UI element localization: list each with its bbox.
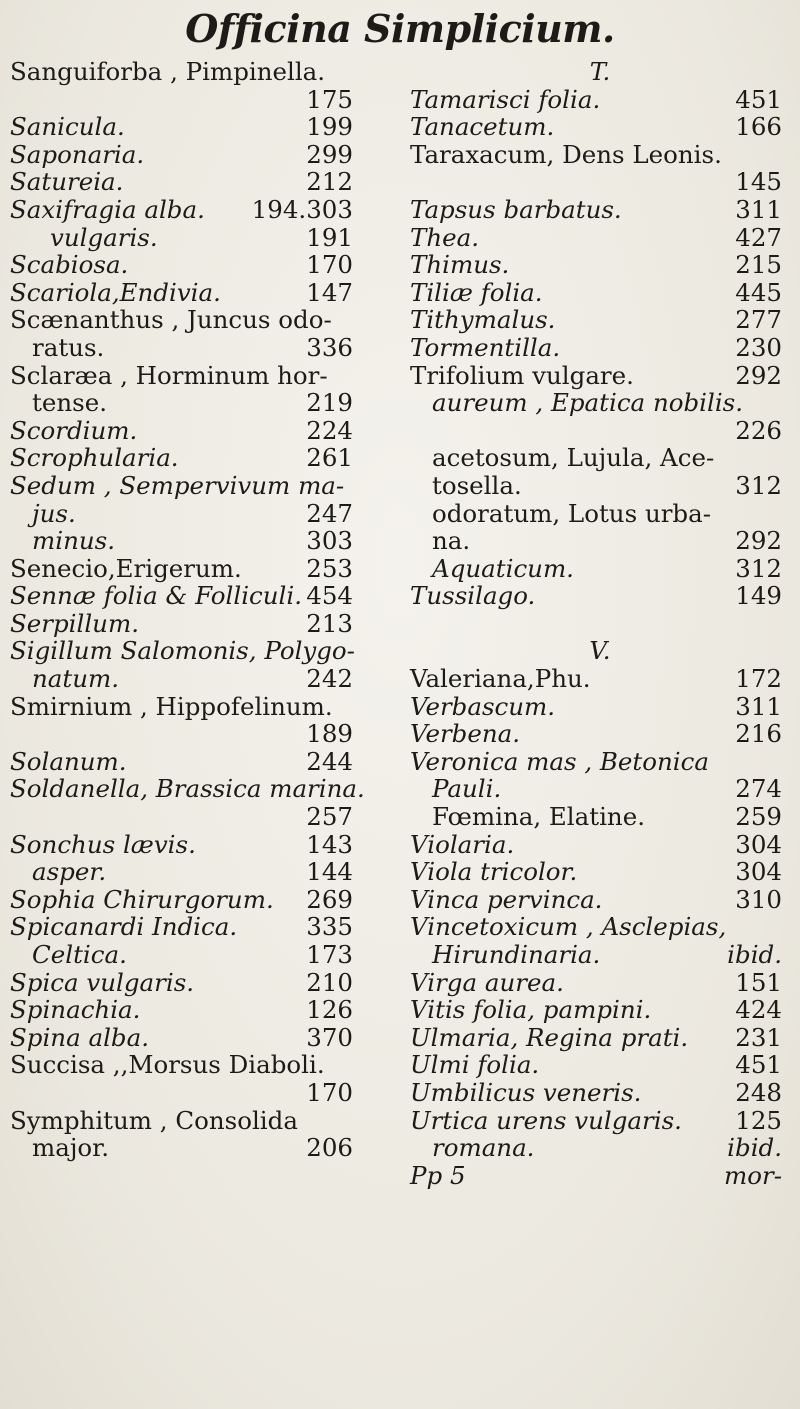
right-entry bbox=[410, 527, 790, 555]
left-entry bbox=[10, 637, 385, 665]
entry-name: Ulmi folia. bbox=[410, 1050, 540, 1080]
left-entry bbox=[10, 610, 385, 638]
entry-name: Tussilago. bbox=[410, 581, 536, 611]
left-entry bbox=[10, 472, 385, 500]
entry-name: Umbilicus veneris. bbox=[410, 1077, 642, 1107]
left-entry bbox=[10, 444, 385, 472]
page-number: 170 bbox=[306, 250, 353, 280]
left-entry bbox=[10, 334, 385, 362]
left-entry bbox=[10, 665, 385, 693]
entry-name: Saponaria. bbox=[10, 139, 145, 169]
page-number: 231 bbox=[735, 1022, 782, 1052]
entry-name: Urtica urens vulgaris. bbox=[410, 1105, 682, 1135]
page-number: 213 bbox=[306, 608, 353, 638]
entry-name: Sophia Chirurgorum. bbox=[10, 884, 274, 914]
page-number: 215 bbox=[735, 250, 782, 280]
right-entry bbox=[410, 58, 790, 86]
page-number: 226 bbox=[735, 415, 782, 445]
right-entry bbox=[410, 913, 790, 941]
page-number: 170 bbox=[306, 1077, 353, 1107]
right-entry bbox=[410, 306, 790, 334]
entry-name: V. bbox=[589, 636, 611, 666]
left-entry bbox=[10, 1079, 385, 1107]
right-entry bbox=[410, 86, 790, 114]
page-number: 269 bbox=[306, 884, 353, 914]
page-number: 194.303 bbox=[251, 194, 353, 224]
page-number: 247 bbox=[306, 498, 353, 528]
entry-name: ratus. bbox=[32, 332, 105, 362]
entry-name: Scariola,Endivia. bbox=[10, 277, 221, 307]
left-entry bbox=[10, 362, 385, 390]
left-entry bbox=[10, 582, 385, 610]
page-number: 212 bbox=[306, 167, 353, 197]
left-entry bbox=[10, 693, 385, 721]
page-number: 257 bbox=[306, 802, 353, 832]
entry-name: Violaria. bbox=[410, 829, 515, 859]
entry-name: Sanicula. bbox=[10, 112, 125, 142]
page-number: 370 bbox=[306, 1022, 353, 1052]
right-entry bbox=[410, 775, 790, 803]
right-entry bbox=[410, 279, 790, 307]
page-number: 299 bbox=[306, 139, 353, 169]
page-number: 259 bbox=[735, 802, 782, 832]
page-number: 310 bbox=[735, 884, 782, 914]
left-entry bbox=[10, 996, 385, 1024]
entry-name: Scordium. bbox=[10, 415, 138, 445]
page-number: 312 bbox=[735, 470, 782, 500]
page-number: 151 bbox=[735, 967, 782, 997]
page-number: 424 bbox=[735, 995, 782, 1025]
right-entry bbox=[410, 803, 790, 831]
entry-name: Fœmina, Elatine. bbox=[432, 802, 645, 832]
entry-name: na. bbox=[432, 526, 471, 556]
entry-name: odoratum, Lotus urba- bbox=[432, 498, 711, 528]
page-number: 143 bbox=[306, 829, 353, 859]
entry-name: major. bbox=[32, 1133, 109, 1163]
entry-name: Thea. bbox=[410, 222, 480, 252]
entry-name: Vinca pervinca. bbox=[410, 884, 603, 914]
page-number: 230 bbox=[735, 332, 782, 362]
entry-name: romana. bbox=[432, 1133, 535, 1163]
page-number: 125 bbox=[735, 1105, 782, 1135]
entry-name: tense. bbox=[32, 388, 107, 418]
right-entry bbox=[410, 224, 790, 252]
right-entry bbox=[410, 472, 790, 500]
entry-name: Saxifragia alba. bbox=[10, 194, 205, 224]
left-entry bbox=[10, 113, 385, 141]
entry-name: minus. bbox=[32, 526, 115, 556]
right-entry bbox=[410, 1051, 790, 1079]
left-entry bbox=[10, 1134, 385, 1162]
entry-name: Sedum , Sempervivum ma- bbox=[10, 470, 345, 500]
page-number: 312 bbox=[735, 553, 782, 583]
page-number: 454 bbox=[306, 581, 353, 611]
left-entry bbox=[10, 224, 385, 252]
page-number: ibid. bbox=[727, 940, 782, 969]
entry-name: tosella. bbox=[432, 470, 522, 500]
entry-name: Smirnium , Hippofelinum. bbox=[10, 691, 333, 721]
left-entry bbox=[10, 803, 385, 831]
page-number: 277 bbox=[735, 305, 782, 335]
left-entry bbox=[10, 969, 385, 997]
page-number: 219 bbox=[306, 388, 353, 418]
entry-name: Aquaticum. bbox=[432, 553, 574, 583]
left-entry bbox=[10, 858, 385, 886]
left-entry bbox=[10, 86, 385, 114]
page-number: 336 bbox=[306, 332, 353, 362]
entry-name: Sclaræa , Horminum hor- bbox=[10, 360, 328, 390]
entry-name: Tapsus barbatus. bbox=[410, 194, 622, 224]
entry-name: Tanacetum. bbox=[410, 112, 555, 142]
entry-name: Pauli. bbox=[432, 774, 502, 804]
right-entry bbox=[410, 582, 790, 610]
page-number: 248 bbox=[735, 1077, 782, 1107]
left-entry bbox=[10, 1024, 385, 1052]
right-entry bbox=[410, 1024, 790, 1052]
right-entry bbox=[410, 1107, 790, 1135]
left-entry bbox=[10, 251, 385, 279]
page-number: 304 bbox=[735, 829, 782, 859]
right-entry bbox=[410, 555, 790, 583]
entry-name: Thimus. bbox=[410, 250, 510, 280]
left-entry bbox=[10, 389, 385, 417]
right-entry bbox=[410, 196, 790, 224]
entry-name: asper. bbox=[32, 857, 107, 887]
right-entry bbox=[410, 941, 790, 969]
right-entry bbox=[410, 1079, 790, 1107]
page-number: 206 bbox=[306, 1133, 353, 1163]
left-entry bbox=[10, 831, 385, 859]
entry-name: acetosum, Lujula, Ace- bbox=[432, 443, 715, 473]
left-entry bbox=[10, 141, 385, 169]
entry-name: Vincetoxicum , Asclepias, bbox=[410, 912, 727, 942]
page-number: 144 bbox=[306, 857, 353, 887]
right-entry bbox=[410, 500, 790, 528]
page-number: 242 bbox=[306, 664, 353, 694]
page-number: 175 bbox=[306, 84, 353, 114]
entry-name: Spinachia. bbox=[10, 995, 141, 1025]
left-entry bbox=[10, 941, 385, 969]
right-entry bbox=[410, 996, 790, 1024]
left-entry bbox=[10, 527, 385, 555]
page-number: 304 bbox=[735, 857, 782, 887]
left-entry bbox=[10, 58, 385, 86]
left-entry bbox=[10, 168, 385, 196]
entry-name: Verbascum. bbox=[410, 691, 556, 721]
right-entry bbox=[410, 886, 790, 914]
footer-row bbox=[410, 1162, 790, 1190]
right-entry bbox=[410, 1134, 790, 1162]
page-number: 147 bbox=[306, 277, 353, 307]
page-number: 216 bbox=[735, 719, 782, 749]
left-entry bbox=[10, 775, 385, 803]
entry-name: Valeriana,Phu. bbox=[410, 664, 591, 694]
right-entry bbox=[410, 113, 790, 141]
entry-name: Senecio,Erigerum. bbox=[10, 553, 242, 583]
page-number: 292 bbox=[735, 360, 782, 390]
left-entry bbox=[10, 417, 385, 445]
page-number: 166 bbox=[735, 112, 782, 142]
entry-name: Scænanthus , Juncus odo- bbox=[10, 305, 332, 335]
page-number: 427 bbox=[735, 222, 782, 252]
entry-name: Symphitum , Consolida bbox=[10, 1105, 298, 1135]
entry-name: Serpillum. bbox=[10, 608, 139, 638]
left-entry bbox=[10, 306, 385, 334]
right-entry bbox=[410, 389, 790, 417]
left-entry bbox=[10, 886, 385, 914]
index-column-right bbox=[410, 58, 790, 1189]
page-number: 191 bbox=[306, 222, 353, 252]
entry-name: jus. bbox=[32, 498, 76, 528]
right-entry bbox=[410, 720, 790, 748]
entry-name: Veronica mas , Betonica bbox=[410, 746, 709, 776]
right-entry bbox=[410, 168, 790, 196]
right-entry bbox=[410, 748, 790, 776]
left-entry bbox=[10, 1051, 385, 1079]
page-number: 244 bbox=[306, 746, 353, 776]
entry-name: natum. bbox=[32, 664, 120, 694]
entry-name: Ulmaria, Regina prati. bbox=[410, 1022, 689, 1052]
right-entry bbox=[410, 610, 790, 638]
page-header: Officina Simplicium. bbox=[185, 6, 615, 51]
entry-name: Succisa ,,Morsus Diaboli. bbox=[10, 1050, 325, 1080]
left-entry bbox=[10, 1107, 385, 1135]
page-number: 335 bbox=[306, 912, 353, 942]
right-entry bbox=[410, 831, 790, 859]
page-number: 149 bbox=[735, 581, 782, 611]
entry-name: Sanguiforba , Pimpinella. bbox=[10, 57, 326, 86]
page-number: 274 bbox=[735, 774, 782, 804]
entry-name: Tormentilla. bbox=[410, 332, 561, 362]
left-entry bbox=[10, 279, 385, 307]
index-column-left bbox=[10, 58, 385, 1162]
entry-name: Virga aurea. bbox=[410, 967, 564, 997]
right-entry bbox=[410, 251, 790, 279]
right-entry bbox=[410, 334, 790, 362]
page-number: 451 bbox=[735, 84, 782, 114]
page-number: 145 bbox=[735, 167, 782, 197]
entry-name: Sigillum Salomonis, Polygo- bbox=[10, 636, 355, 666]
entry-name: Verbena. bbox=[410, 719, 521, 749]
entry-name: Vitis folia, pampini. bbox=[410, 995, 652, 1025]
entry-name: Trifolium vulgare. bbox=[410, 360, 634, 390]
right-entry bbox=[410, 444, 790, 472]
right-entry bbox=[410, 141, 790, 169]
page-number: ibid. bbox=[727, 1133, 782, 1163]
page-number: 311 bbox=[735, 691, 782, 721]
entry-name: Satureia. bbox=[10, 167, 124, 197]
page-number: 253 bbox=[306, 553, 353, 583]
right-entry bbox=[410, 417, 790, 445]
entry-name: Celtica. bbox=[32, 940, 127, 969]
page-number: 172 bbox=[735, 664, 782, 694]
entry-name: T. bbox=[589, 57, 611, 86]
entry-name: aureum , Epatica nobilis. bbox=[432, 388, 744, 418]
entry-name: vulgaris. bbox=[50, 222, 158, 252]
entry-name: Spicanardi Indica. bbox=[10, 912, 238, 942]
left-entry bbox=[10, 500, 385, 528]
entry-name: Tithymalus. bbox=[410, 305, 556, 335]
right-entry bbox=[410, 362, 790, 390]
page-number: 173 bbox=[306, 940, 353, 969]
page-number: 199 bbox=[306, 112, 353, 142]
entry-name: Scrophularia. bbox=[10, 443, 179, 473]
page-number: 261 bbox=[306, 443, 353, 473]
left-entry bbox=[10, 913, 385, 941]
page-number: 451 bbox=[735, 1050, 782, 1080]
right-entry bbox=[410, 969, 790, 997]
entry-name: Spica vulgaris. bbox=[10, 967, 195, 997]
entry-name: Tamarisci folia. bbox=[410, 84, 601, 114]
page-number: 224 bbox=[306, 415, 353, 445]
right-entry bbox=[410, 693, 790, 721]
entry-name: Viola tricolor. bbox=[410, 857, 578, 887]
entry-name: Scabiosa. bbox=[10, 250, 129, 280]
page-number: 311 bbox=[735, 194, 782, 224]
entry-name: Spina alba. bbox=[10, 1022, 149, 1052]
page-number: 189 bbox=[306, 719, 353, 749]
right-entry bbox=[410, 858, 790, 886]
page-number: 210 bbox=[306, 967, 353, 997]
page-number: 126 bbox=[306, 995, 353, 1025]
left-entry bbox=[10, 748, 385, 776]
entry-name: Tiliæ folia. bbox=[410, 277, 543, 307]
right-entry bbox=[410, 665, 790, 693]
catchword: mor- bbox=[724, 1160, 782, 1190]
entry-name: Sonchus lævis. bbox=[10, 829, 196, 859]
page-number: 445 bbox=[735, 277, 782, 307]
left-entry bbox=[10, 720, 385, 748]
page-number: 292 bbox=[735, 526, 782, 556]
entry-name: Taraxacum, Dens Leonis. bbox=[410, 139, 722, 169]
entry-name: Hirundinaria. bbox=[432, 940, 601, 969]
entry-name: Soldanella, Brassica marina. bbox=[10, 774, 365, 804]
right-entry bbox=[410, 637, 790, 665]
left-entry bbox=[10, 196, 385, 224]
left-entry bbox=[10, 555, 385, 583]
page-number: 303 bbox=[306, 526, 353, 556]
signature-mark: Pp 5 bbox=[410, 1160, 466, 1190]
entry-name: Solanum. bbox=[10, 746, 127, 776]
entry-name: Sennæ folia & Folliculi. bbox=[10, 581, 303, 611]
